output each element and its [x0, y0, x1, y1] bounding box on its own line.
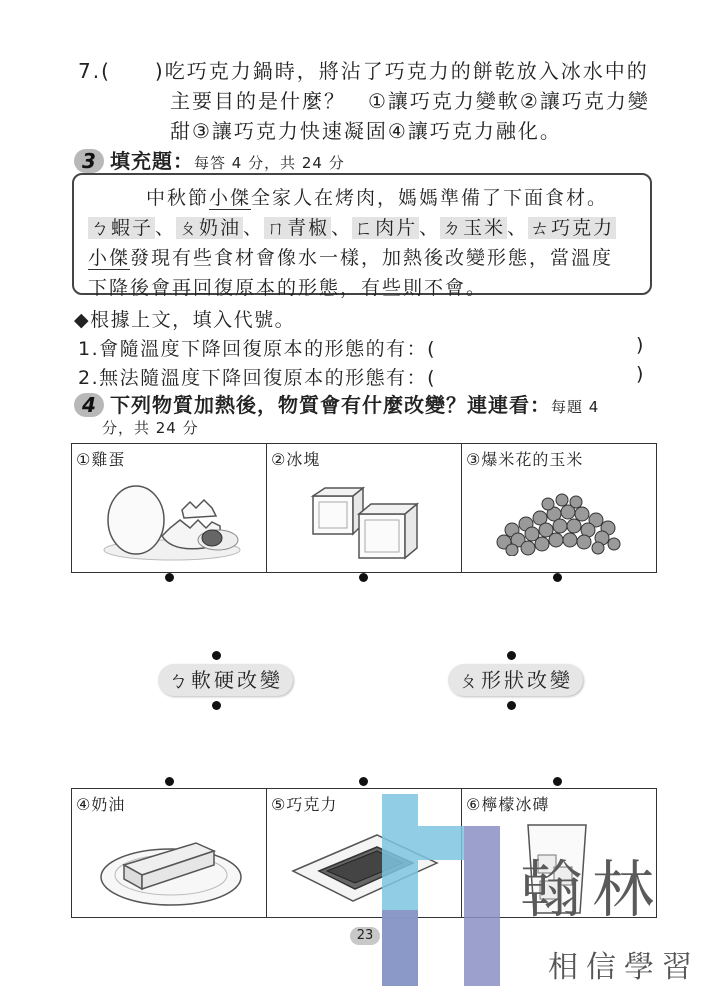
section-3-badge: 3: [74, 149, 104, 173]
answer-blank-1[interactable]: [470, 338, 630, 362]
item-cell-ice: [267, 444, 462, 572]
passage-line-4: 下降後會再回復原本的形態，有些則不會。: [88, 277, 488, 299]
section-4-note-2: 分，共 24 分: [102, 419, 199, 437]
fill-line-2: 2.無法隨溫度下降回復原本的形態有：(: [78, 367, 437, 389]
brand-name: 翰林: [520, 853, 665, 926]
fill-instruction: ◆根據上文，填入代號。: [74, 309, 296, 331]
passage-line-3: 小傑發現有些食材會像水一樣，加熱後改變形態，當溫度: [88, 247, 614, 269]
section-3-header: [74, 145, 345, 174]
name-underline: 小傑: [88, 247, 131, 269]
fill-close-2: ): [636, 363, 645, 385]
ingredient-item: ㄈ肉片: [354, 217, 418, 239]
brand-slogan: 相信學習: [548, 950, 700, 985]
connect-dot[interactable]: [553, 573, 562, 582]
question-7-line-2: 主要目的是什麼？ ①讓巧克力變軟②讓巧克力變: [170, 89, 650, 113]
corn-kernels-illustration: [492, 490, 622, 556]
connect-dot[interactable]: [553, 777, 562, 786]
section-4-badge: 4: [74, 393, 104, 417]
item-label: ⑥檸檬冰磚: [466, 795, 550, 814]
ice-illustration: [305, 484, 425, 564]
page-number: 23: [350, 927, 380, 945]
item-label: ④奶油: [76, 795, 126, 814]
option-shape-change[interactable]: ㄆ形狀改變: [448, 664, 583, 696]
section-3-title: 填充題：: [110, 149, 194, 173]
fill-line-1: 1.會隨溫度下降回復原本的形態的有：(: [78, 338, 437, 360]
ingredient-item: ㄇ青椒: [266, 217, 330, 239]
section-4-title: 下列物質加熱後，物質會有什麼改變？連連看：: [110, 393, 551, 417]
connect-dot[interactable]: [212, 651, 221, 660]
question-7: [78, 56, 650, 146]
item-cell-egg: [72, 444, 267, 572]
item-label: ⑤巧克力: [271, 795, 338, 814]
ingredient-item: ㄉ玉米: [442, 217, 506, 239]
answer-blank[interactable]: ( ): [101, 59, 165, 83]
butter-illustration: [96, 825, 246, 911]
question-7-line-1: 7.( )吃巧克力鍋時，將沾了巧克力的餅乾放入冰水中的: [78, 59, 649, 83]
option-hardness-change[interactable]: ㄅ軟硬改變: [158, 664, 293, 696]
connect-dot[interactable]: [359, 777, 368, 786]
connect-dot[interactable]: [212, 701, 221, 710]
passage-line-1: 中秋節小傑全家人在烤肉，媽媽準備了下面食材。: [146, 187, 609, 209]
hanlin-logo-mark: [378, 790, 508, 986]
item-label: ②冰塊: [271, 450, 321, 469]
connect-dot[interactable]: [165, 777, 174, 786]
section-3-note: 每答 4 分，共 24 分: [194, 154, 345, 172]
item-label: ①雞蛋: [76, 450, 126, 469]
item-cell-corn: [462, 444, 655, 572]
answer-blank-2[interactable]: [470, 367, 630, 391]
fill-close-1: ): [636, 334, 645, 356]
top-picture-grid: [71, 443, 657, 573]
section-4-header: [74, 389, 599, 418]
connect-dot[interactable]: [165, 573, 174, 582]
ingredient-item: ㄆ奶油: [178, 217, 242, 239]
name-underline: 小傑: [209, 187, 252, 209]
egg-illustration: [100, 482, 245, 564]
ingredient-list: ㄅ蝦子 、 ㄆ奶油 、 ㄇ青椒 、 ㄈ肉片 、 ㄉ玉米 、 ㄊ巧克力: [90, 217, 615, 239]
connect-dot[interactable]: [507, 651, 516, 660]
question-7-line-3: 甜③讓巧克力快速凝固④讓巧克力融化。: [170, 119, 562, 143]
section-4-note: 每題 4: [551, 398, 600, 416]
item-label: ③爆米花的玉米: [466, 450, 584, 469]
passage-box: [72, 173, 652, 299]
ingredient-item: ㄅ蝦子: [90, 217, 154, 239]
question-7-number: 7.: [78, 59, 102, 83]
ingredient-item: ㄊ巧克力: [530, 217, 615, 239]
connect-dot[interactable]: [507, 701, 516, 710]
connect-dot[interactable]: [359, 573, 368, 582]
item-cell-butter: [72, 789, 267, 917]
